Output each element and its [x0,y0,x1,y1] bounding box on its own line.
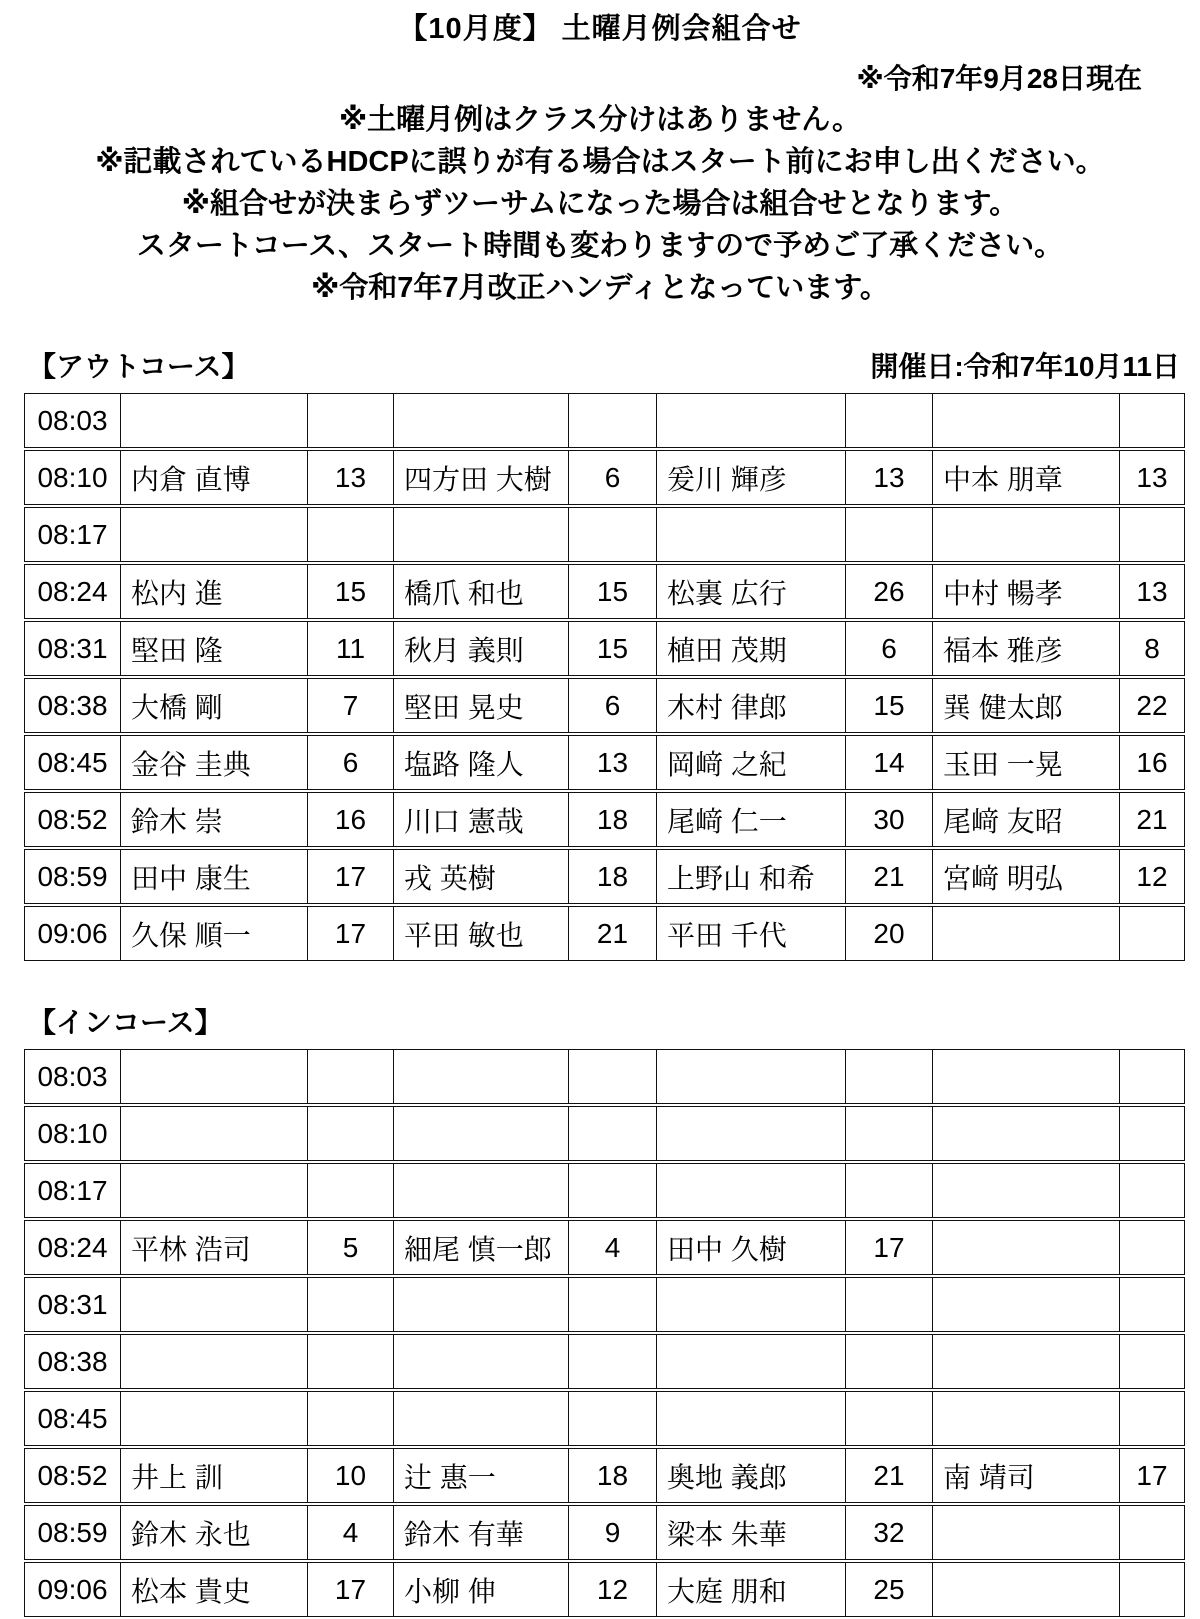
tee-time-cell: 08:59 [24,849,120,904]
notice-line: ※土曜月例はクラス分けはありません。 [338,104,862,136]
player-name-cell [120,1277,307,1332]
player-name-cell: 南 靖司 [932,1448,1119,1503]
player-hdcp-cell [568,507,656,562]
in-course-table [24,1047,1185,1619]
player-hdcp-cell: 10 [307,1448,393,1503]
player-name-cell [120,1391,307,1446]
player-name-cell [932,1049,1119,1104]
player-name-cell: 塩路 隆人 [393,735,568,790]
as-of-date-note: ※令和7年9月28日現在 [856,63,1142,94]
player-hdcp-cell: 15 [845,678,932,733]
player-name-cell: 田中 久樹 [656,1220,845,1275]
player-name-cell: 平田 千代 [656,906,845,961]
player-hdcp-cell [845,1277,932,1332]
tee-time-cell: 08:17 [24,507,120,562]
player-name-cell [932,1391,1119,1446]
player-hdcp-cell [845,1106,932,1161]
player-name-cell [120,1163,307,1218]
player-name-cell [656,507,845,562]
player-name-cell: 久保 順一 [120,906,307,961]
player-name-cell [656,393,845,448]
player-hdcp-cell: 21 [1119,792,1185,847]
player-name-cell [393,1334,568,1389]
player-hdcp-cell: 15 [568,621,656,676]
player-hdcp-cell: 8 [1119,621,1185,676]
player-name-cell: 奥地 義郎 [656,1448,845,1503]
player-name-cell: 松裏 広行 [656,564,845,619]
player-hdcp-cell: 12 [568,1562,656,1617]
player-hdcp-cell: 18 [568,849,656,904]
player-hdcp-cell [845,1334,932,1389]
table-row [24,1448,1185,1503]
player-hdcp-cell: 18 [568,792,656,847]
player-name-cell: 鈴木 崇 [120,792,307,847]
player-hdcp-cell [845,1391,932,1446]
player-name-cell [932,1277,1119,1332]
tee-time-cell: 08:24 [24,564,120,619]
player-hdcp-cell [1119,1106,1185,1161]
player-name-cell [656,1391,845,1446]
tee-time-cell: 08:17 [24,1163,120,1218]
tee-time-cell: 08:52 [24,792,120,847]
player-name-cell [932,1334,1119,1389]
player-name-cell [393,1391,568,1446]
table-row [24,1334,1185,1389]
player-name-cell: 鈴木 有華 [393,1505,568,1560]
player-name-cell [393,1277,568,1332]
player-name-cell [393,1106,568,1161]
in-course-header [28,1001,1180,1041]
player-hdcp-cell: 30 [845,792,932,847]
player-hdcp-cell: 9 [568,1505,656,1560]
player-hdcp-cell: 21 [845,1448,932,1503]
player-name-cell [656,1049,845,1104]
table-row [24,906,1185,961]
player-name-cell: 上野山 和希 [656,849,845,904]
table-row [24,849,1185,904]
tee-time-cell: 09:06 [24,906,120,961]
player-hdcp-cell: 13 [845,450,932,505]
player-hdcp-cell: 21 [568,906,656,961]
player-hdcp-cell: 22 [1119,678,1185,733]
player-hdcp-cell: 21 [845,849,932,904]
player-hdcp-cell: 18 [568,1448,656,1503]
tee-time-cell: 08:38 [24,1334,120,1389]
player-name-cell: 大橋 剛 [120,678,307,733]
tee-time-cell: 08:10 [24,1106,120,1161]
player-name-cell [120,1334,307,1389]
player-hdcp-cell [307,1277,393,1332]
player-name-cell: 大庭 朋和 [656,1562,845,1617]
player-name-cell [656,1334,845,1389]
player-name-cell: 内倉 直博 [120,450,307,505]
player-name-cell: 秋月 義則 [393,621,568,676]
player-hdcp-cell: 4 [307,1505,393,1560]
player-hdcp-cell [568,1391,656,1446]
player-name-cell: 金谷 圭典 [120,735,307,790]
player-hdcp-cell [307,507,393,562]
player-name-cell: 梁本 朱華 [656,1505,845,1560]
player-hdcp-cell: 6 [307,735,393,790]
out-course-table [24,391,1185,963]
player-name-cell [932,507,1119,562]
player-name-cell [656,1106,845,1161]
player-name-cell [120,1049,307,1104]
player-hdcp-cell [1119,1334,1185,1389]
player-hdcp-cell: 6 [568,678,656,733]
player-hdcp-cell [845,393,932,448]
player-name-cell: 松内 進 [120,564,307,619]
player-hdcp-cell: 13 [568,735,656,790]
player-hdcp-cell: 11 [307,621,393,676]
player-name-cell [932,393,1119,448]
player-name-cell: 田中 康生 [120,849,307,904]
player-name-cell [932,1163,1119,1218]
player-hdcp-cell [568,1163,656,1218]
player-name-cell: 岡﨑 之紀 [656,735,845,790]
table-row [24,1163,1185,1218]
tee-time-cell: 08:10 [24,450,120,505]
player-name-cell: 木村 律郎 [656,678,845,733]
player-hdcp-cell: 13 [307,450,393,505]
player-hdcp-cell: 16 [307,792,393,847]
player-hdcp-cell [845,1163,932,1218]
player-hdcp-cell [568,1277,656,1332]
player-hdcp-cell: 17 [307,1562,393,1617]
player-hdcp-cell: 13 [1119,450,1185,505]
player-hdcp-cell: 15 [568,564,656,619]
player-hdcp-cell [307,1391,393,1446]
notice-line: ※組合せが決まらずツーサムになった場合は組合せとなります。 [181,188,1019,220]
player-hdcp-cell: 12 [1119,849,1185,904]
player-hdcp-cell: 32 [845,1505,932,1560]
player-name-cell: 小柳 伸 [393,1562,568,1617]
player-hdcp-cell: 5 [307,1220,393,1275]
player-name-cell: 宮﨑 明弘 [932,849,1119,904]
player-name-cell: 戎 英樹 [393,849,568,904]
player-name-cell: 橋爪 和也 [393,564,568,619]
tee-time-cell: 08:45 [24,735,120,790]
player-hdcp-cell: 17 [307,906,393,961]
player-hdcp-cell: 26 [845,564,932,619]
page-title: 【10月度】 土曜月例会組合せ [398,13,802,45]
player-hdcp-cell [568,393,656,448]
player-name-cell: 堅田 隆 [120,621,307,676]
player-hdcp-cell: 14 [845,735,932,790]
table-row [24,1049,1185,1104]
player-hdcp-cell: 6 [568,450,656,505]
player-name-cell: 細尾 慎一郎 [393,1220,568,1275]
player-hdcp-cell [307,1334,393,1389]
player-hdcp-cell [568,1049,656,1104]
event-date-label: 開催日:令和7年10月11日 [870,351,1180,382]
player-name-cell: 尾﨑 友昭 [932,792,1119,847]
player-hdcp-cell: 17 [307,849,393,904]
player-hdcp-cell: 25 [845,1562,932,1617]
section-label-in-course: 【インコース】 [28,1007,223,1038]
tee-time-cell: 08:31 [24,1277,120,1332]
player-hdcp-cell: 15 [307,564,393,619]
player-hdcp-cell [1119,1163,1185,1218]
player-hdcp-cell [568,1334,656,1389]
player-hdcp-cell: 20 [845,906,932,961]
player-hdcp-cell: 13 [1119,564,1185,619]
table-row [24,507,1185,562]
tee-time-cell: 08:38 [24,678,120,733]
table-row [24,621,1185,676]
tee-time-cell: 08:59 [24,1505,120,1560]
player-name-cell [120,1106,307,1161]
table-row [24,1562,1185,1617]
player-name-cell: 爰川 輝彦 [656,450,845,505]
player-name-cell: 尾﨑 仁一 [656,792,845,847]
player-name-cell: 平田 敏也 [393,906,568,961]
player-name-cell: 平林 浩司 [120,1220,307,1275]
section-label-out-course: 【アウトコース】 [28,351,250,382]
player-name-cell [120,393,307,448]
player-name-cell: 中村 暢孝 [932,564,1119,619]
player-name-cell [393,1049,568,1104]
table-row [24,564,1185,619]
player-hdcp-cell: 7 [307,678,393,733]
player-name-cell: 鈴木 永也 [120,1505,307,1560]
player-hdcp-cell [307,1106,393,1161]
player-name-cell [932,1220,1119,1275]
out-course-header [28,345,1180,385]
player-hdcp-cell: 17 [1119,1448,1185,1503]
notice-line: ※令和7年7月改正ハンディとなっています。 [311,272,889,304]
player-name-cell [120,507,307,562]
tee-time-cell: 08:03 [24,1049,120,1104]
tee-time-cell: 08:52 [24,1448,120,1503]
player-name-cell [393,393,568,448]
player-name-cell: 中本 朋章 [932,450,1119,505]
player-hdcp-cell [1119,1277,1185,1332]
player-hdcp-cell: 4 [568,1220,656,1275]
player-hdcp-cell [1119,1505,1185,1560]
player-name-cell: 四方田 大樹 [393,450,568,505]
tee-time-cell: 08:31 [24,621,120,676]
table-row [24,1391,1185,1446]
player-hdcp-cell [1119,1391,1185,1446]
player-hdcp-cell [1119,1049,1185,1104]
player-name-cell: 井上 訓 [120,1448,307,1503]
player-hdcp-cell [1119,393,1185,448]
player-hdcp-cell: 17 [845,1220,932,1275]
notice-line: スタートコース、スタート時間も変わりますので予めご了承ください。 [136,230,1064,262]
tee-time-cell: 08:03 [24,393,120,448]
player-name-cell: 川口 憲哉 [393,792,568,847]
player-name-cell [932,1505,1119,1560]
player-name-cell: 辻 惠一 [393,1448,568,1503]
player-name-cell [656,1277,845,1332]
player-name-cell: 福本 雅彦 [932,621,1119,676]
table-row [24,735,1185,790]
table-row [24,1277,1185,1332]
player-name-cell: 堅田 晃史 [393,678,568,733]
player-name-cell: 植田 茂期 [656,621,845,676]
table-row [24,1106,1185,1161]
player-name-cell [932,1106,1119,1161]
notice-line: ※記載されているHDCPに誤りが有る場合はスタート前にお申し出ください。 [95,146,1105,178]
player-hdcp-cell [1119,1220,1185,1275]
player-hdcp-cell [845,507,932,562]
notice-block [0,99,1200,309]
table-row [24,393,1185,448]
player-hdcp-cell [1119,507,1185,562]
player-name-cell [393,507,568,562]
tee-time-cell: 08:24 [24,1220,120,1275]
player-name-cell: 巽 健太郎 [932,678,1119,733]
player-hdcp-cell [845,1049,932,1104]
player-name-cell [393,1163,568,1218]
player-name-cell: 玉田 一晃 [932,735,1119,790]
player-hdcp-cell [307,393,393,448]
player-hdcp-cell: 6 [845,621,932,676]
table-row [24,1505,1185,1560]
table-row [24,1220,1185,1275]
player-name-cell [932,906,1119,961]
player-name-cell [656,1163,845,1218]
player-hdcp-cell [307,1049,393,1104]
tee-time-cell: 09:06 [24,1562,120,1617]
player-name-cell: 松本 貴史 [120,1562,307,1617]
player-hdcp-cell [1119,906,1185,961]
table-row [24,450,1185,505]
player-hdcp-cell [1119,1562,1185,1617]
player-hdcp-cell [307,1163,393,1218]
pairing-sheet [0,6,1200,1607]
player-name-cell [932,1562,1119,1617]
table-row [24,792,1185,847]
player-hdcp-cell [568,1106,656,1161]
table-row [24,678,1185,733]
player-hdcp-cell: 16 [1119,735,1185,790]
tee-time-cell: 08:45 [24,1391,120,1446]
